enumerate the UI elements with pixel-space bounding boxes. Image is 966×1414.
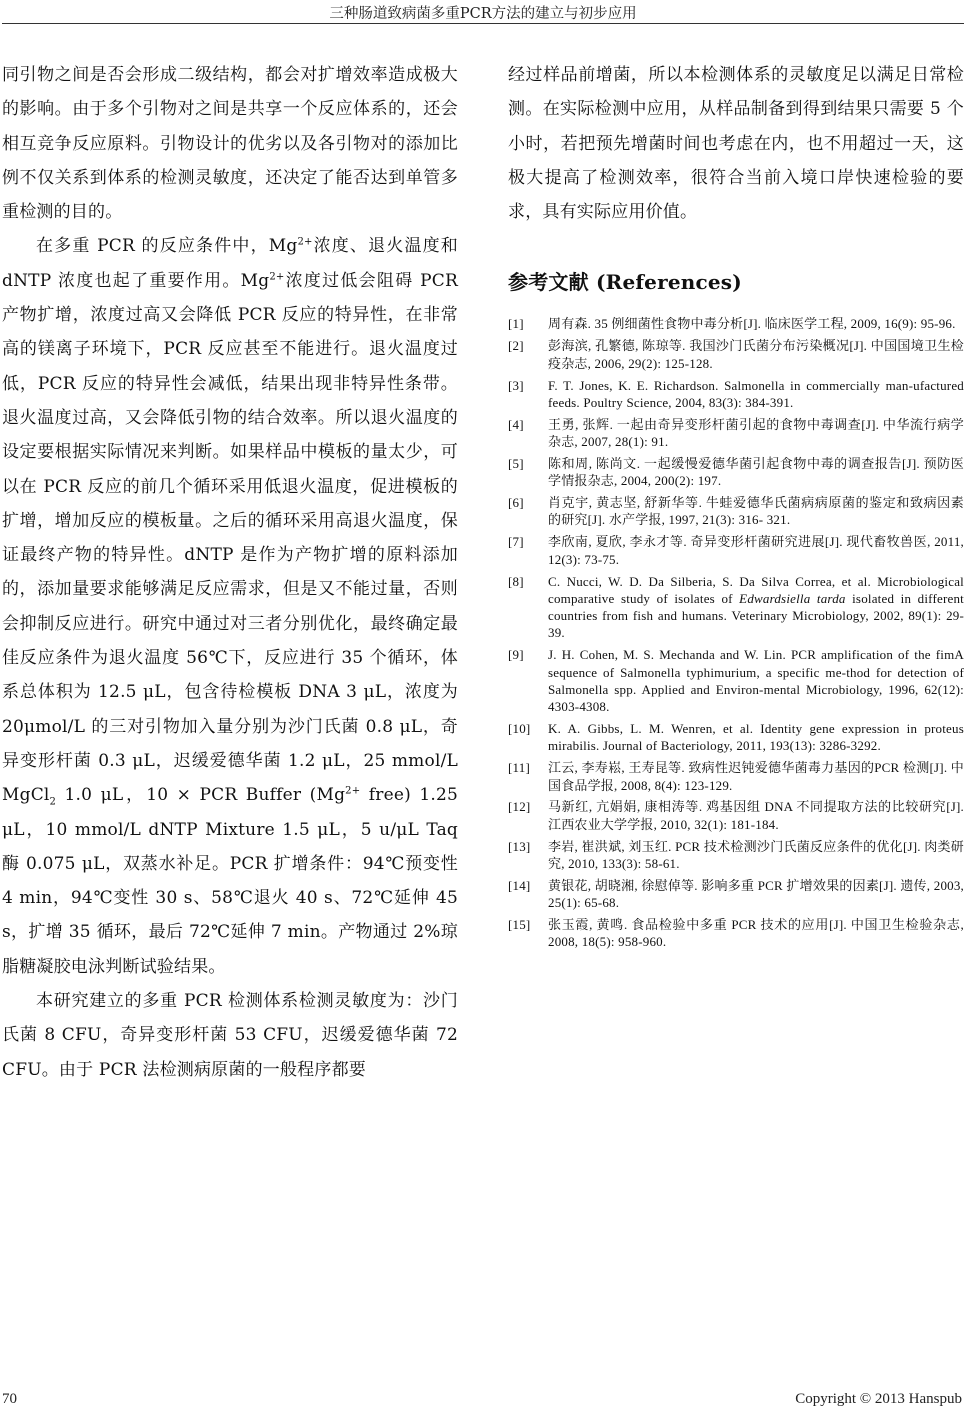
right-column xyxy=(508,58,964,955)
reference-item xyxy=(508,646,964,715)
reference-number: [1] xyxy=(508,316,524,332)
reference-number: [11] xyxy=(508,760,530,776)
reference-number: [3] xyxy=(508,377,524,393)
reference-text xyxy=(548,533,964,568)
reference-item xyxy=(508,838,964,873)
reference-number: [6] xyxy=(508,495,524,511)
reference-item xyxy=(508,377,964,412)
reference-list xyxy=(508,315,964,950)
reference-item xyxy=(508,455,964,490)
body-paragraph: 经过样品前增菌，所以本检测体系的灵敏度足以满足日常检测。在实际检测中应用，从样品制备到得到结果只需要 5 个小时，若把预先增菌时间也考虑在内，也不用超过一天，这极大提高了检测效率，很符合当前入境口岸快速检验的要求，具有实际应用价值。 xyxy=(508,65,964,223)
reference-text xyxy=(548,838,964,873)
reference-text-run: 周有森. 35 例细菌性食物中毒分析[J]. 临床医学工程, 2009, 16(9): 95-96. xyxy=(548,316,956,332)
text-run: 在多重 PCR 的反应条件中，Mg xyxy=(36,236,298,257)
reference-text xyxy=(548,646,964,715)
reference-item xyxy=(508,916,964,951)
reference-text xyxy=(548,494,964,529)
reference-text-run: 王勇, 张辉. 一起由奇异变形杆菌引起的食物中毒调查[J]. 中华流行病学杂志, 2007, 28(1): 91. xyxy=(548,416,964,450)
reference-text-run: 彭海滨, 孔繁德, 陈琼等. 我国沙门氏菌分布污染概况[J]. 中国国境卫生检疫杂志, 2006, 29(2): 125-128. xyxy=(548,338,964,371)
italic-species-name: Edwardsiella tarda xyxy=(739,590,846,606)
reference-text xyxy=(548,315,964,332)
reference-text xyxy=(548,759,964,794)
running-header: 三种肠道致病菌多重PCR方法的建立与初步应用 xyxy=(329,6,637,22)
reference-item xyxy=(508,573,964,642)
reference-text xyxy=(548,377,964,412)
reference-number: [5] xyxy=(508,455,524,471)
reference-number: [2] xyxy=(508,338,524,354)
reference-item xyxy=(508,494,964,529)
reference-number: [10] xyxy=(508,721,531,737)
reference-item xyxy=(508,798,964,833)
copyright-notice: Copyright © 2013 Hanspub xyxy=(795,1391,962,1407)
reference-text xyxy=(548,416,964,451)
reference-item xyxy=(508,759,964,794)
reference-number: [7] xyxy=(508,534,524,550)
reference-text-run: 马新红, 亢娟娟, 康相涛等. 鸡基因组 DNA 不同提取方法的比较研究[J]. 江西农业大学学报, 2010, 32(1): 181-184. xyxy=(548,799,964,832)
superscript: 2+ xyxy=(297,236,313,248)
reference-number: [13] xyxy=(508,838,531,854)
header-rule xyxy=(2,23,964,24)
reference-text xyxy=(548,573,964,642)
reference-text-run: 黄银花, 胡晓湘, 徐慰倬等. 影响多重 PCR 扩增效果的因素[J]. 遗传, 2003, 25(1): 65-68. xyxy=(548,877,964,911)
text-run: 浓度过低会阻碍 PCR 产物扩增，浓度过高又会降低 PCR 反应的特异性，在非常高的镁离子环境下，PCR 反应甚至不能进行。退火温度过低，PCR 反应的特异性会减低，结果出现非特异性条带。退火温度过高，又会降低引物的结合效率。所以退火温度的设定要根据实际情况来判断。如果样品中模板的量太少，可以在 PCR 反应的前几个循环采用低退火温度，促进模板的扩增，增加反应的模板量。之后的循环采用高退火温度，保证最终产物的特异性。dNTP 是作为产物扩增的原料添加的，添加量要求能够满足反应需求，但是又不能过量，否则会抑制反应进行。研究中通过对三者分别优化，最终确定最佳反应条件为退火温度 56℃下，反应进行 35 个循环，体系总体积为 12.5 μL，包含待检模板 DNA 3 μL，浓度为 20μmol/L 的三对引物加入量分别为沙门氏菌 0.8 μL，奇异变形杆菌 0.3 μL，迟缓爱德华菌 1.2 μL，25 mmol/L MgCl xyxy=(2,270,458,806)
reference-item xyxy=(508,877,964,912)
reference-text-run: 江云, 李寿崧, 王寿昆等. 致病性迟钝爱德华菌毒力基因的PCR 检测[J]. 中国食品学报, 2008, 8(4): 123-129. xyxy=(548,760,964,793)
body-paragraph: 同引物之间是否会形成二级结构，都会对扩增效率造成极大的影响。由于多个引物对之间是共享一个反应体系的，还会相互竞争反应原料。引物设计的优劣以及各引物对的添加比例不仅关系到体系的检测灵敏度，还决定了能否达到单管多重检测的目的。 xyxy=(2,65,458,223)
reference-item xyxy=(508,337,964,372)
text-run: 1.0 μL，10 × PCR Buffer (Mg xyxy=(56,785,346,806)
reference-text xyxy=(548,798,964,833)
left-column xyxy=(2,58,458,1087)
reference-item xyxy=(508,416,964,451)
reference-text-run: isolated in different countries from fish and humans. Veterinary Microbiology, 2002, 89(1): 29-39. xyxy=(548,590,964,641)
reference-text-run: 肖克宇, 黄志坚, 舒新华等. 牛蛙爱德华氏菌病病原菌的鉴定和致病因素的研究[J]. 水产学报, 1997, 21(3): 316- 321. xyxy=(548,495,964,528)
reference-text-run: C. Nucci, W. D. Da Silberia, S. Da Silva Correa, et al. Microbiological comparative study of isolates of xyxy=(548,573,964,606)
text-run: 浓度、退火温度和 dNTP 浓度也起了重要作用。Mg xyxy=(2,236,458,291)
superscript: 2+ xyxy=(269,271,285,283)
reference-number: [4] xyxy=(508,416,524,432)
text-run: free) 1.25 μL，10 mmol/L dNTP Mixture 1.5 μL，5 u/μL Taq 酶 0.075 μL，双蒸水补足。PCR 扩增条件：94℃预变性 4 min，94℃变性 30 s、58℃退火 40 s、72℃延伸 45 s，扩增 35 循环，最后 72℃延伸 7 min。产物通过 2%琼脂糖凝胶电泳判断试验结果。 xyxy=(2,785,459,977)
reference-number: [14] xyxy=(508,877,531,893)
reference-text-run: 李岩, 崔洪斌, 刘玉红. PCR 技术检测沙门氏菌反应条件的优化[J]. 肉类研究, 2010, 133(3): 58-61. xyxy=(548,838,964,871)
reference-number: [9] xyxy=(508,647,524,663)
subscript: 2 xyxy=(49,796,57,808)
reference-item xyxy=(508,720,964,755)
reference-number: [12] xyxy=(508,799,531,815)
page-number: 70 xyxy=(2,1391,17,1407)
reference-text-run: 张玉霞, 黄鸣. 食品检验中多重 PCR 技术的应用[J]. 中国卫生检验杂志, 2008, 18(5): 958-960. xyxy=(548,917,964,950)
reference-text-run: J. H. Cohen, M. S. Mechanda and W. Lin. PCR amplification of the fimA sequence of Salmonella typhimurium, a specific me-thod for detection of Salmonella spp. Applied and Environ-mental Microbiology, 1996, 62(12): 4303-4308. xyxy=(548,647,964,715)
references-heading: 参考文献 (References) xyxy=(508,270,742,295)
reference-item xyxy=(508,533,964,568)
reference-text-run: K. A. Gibbs, L. M. Wenren, et al. Identity gene expression in proteus mirabilis. Journal of Bacteriology, 2011, 193(13): 3286-3292. xyxy=(548,721,964,754)
reference-number: [8] xyxy=(508,573,524,589)
reference-text-run: 李欣南, 夏欣, 李永才等. 奇异变形杆菌研究进展[J]. 现代畜牧兽医, 2011, 12(3): 73-75. xyxy=(548,534,964,567)
reference-text-run: F. T. Jones, K. E. Richardson. Salmonella in commercially man-ufactured feeds. Poultry Science, 2004, 83(3): 384-391. xyxy=(548,377,964,410)
reference-text xyxy=(548,720,964,755)
reference-number: [15] xyxy=(508,917,531,932)
body-paragraph-sensitivity: 本研究建立的多重 PCR 检测体系检测灵敏度为：沙门氏菌 8 CFU，奇异变形杆菌 53 CFU，迟缓爱德华菌 72 CFU。由于 PCR 法检测病原菌的一般程序都要 xyxy=(2,991,458,1080)
superscript: 2+ xyxy=(345,785,361,797)
reference-text xyxy=(548,337,964,372)
body-paragraph-reaction-conditions xyxy=(2,229,458,984)
reference-item xyxy=(508,315,964,332)
reference-text-run: 陈和周, 陈尚文. 一起缓慢爱德华菌引起食物中毒的调查报告[J]. 预防医学情报杂志, 2004, 200(2): 197. xyxy=(548,455,964,489)
reference-text xyxy=(548,877,964,912)
reference-text xyxy=(548,455,964,490)
reference-text xyxy=(548,916,964,951)
